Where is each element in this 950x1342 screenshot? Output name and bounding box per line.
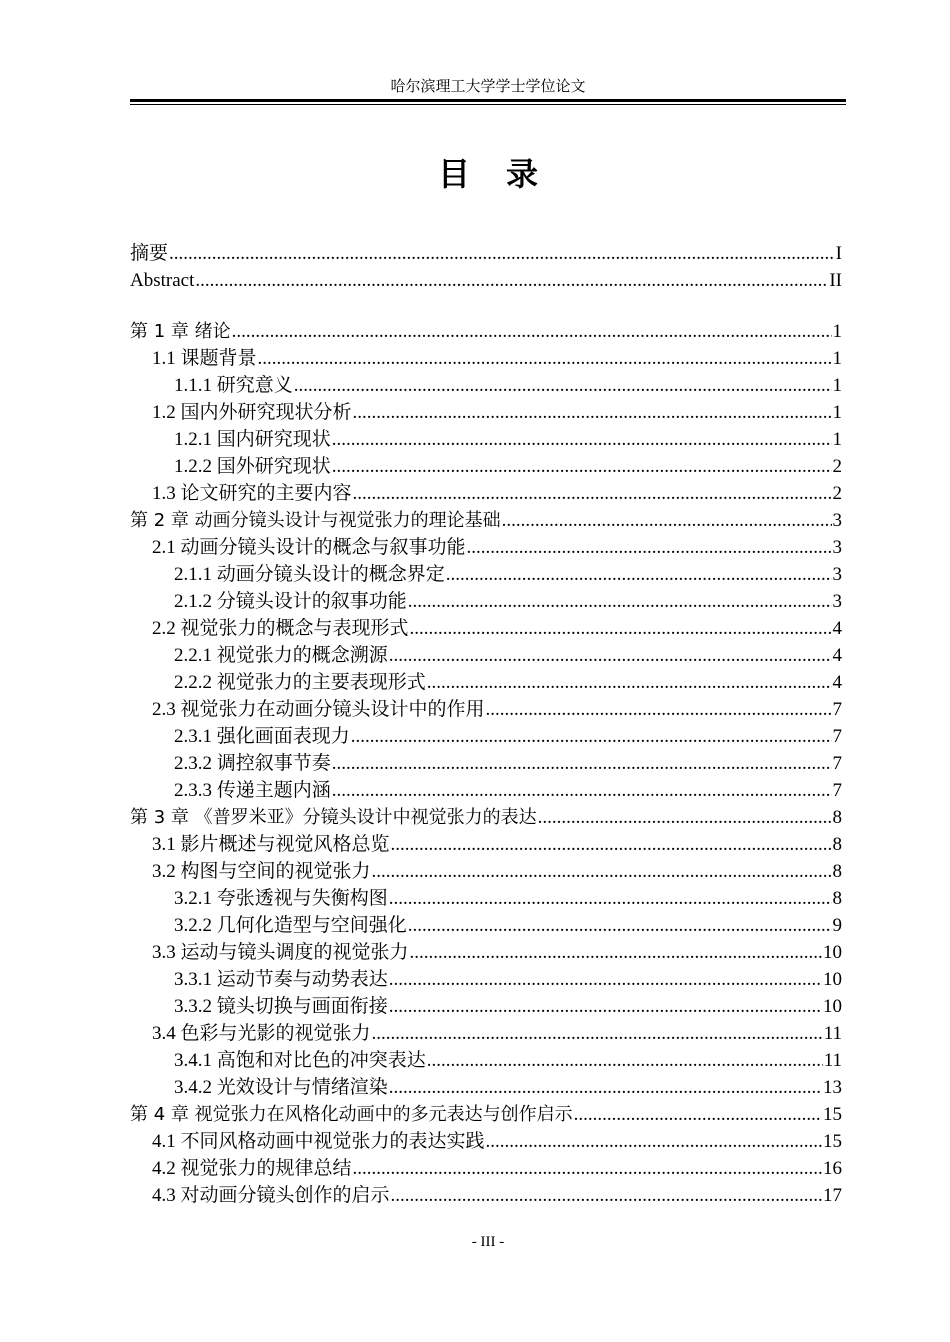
toc-dot-leader [408,588,832,615]
toc-entry[interactable] [130,750,842,777]
toc-entry-label: 3.1 影片概述与视觉风格总览 [152,834,390,855]
toc-entry-label: 2.1 动画分镜头设计的概念与叙事功能 [152,537,466,558]
toc-entry-page: 16 [823,1158,842,1179]
toc-entry-page: 3 [832,591,842,612]
toc-entry[interactable] [130,1074,842,1101]
toc-entry-page: 11 [823,1023,842,1044]
toc-entry[interactable] [130,240,842,267]
toc-entry[interactable] [130,318,842,345]
toc-entry-page: II [829,270,842,291]
toc-dot-leader [389,1074,822,1101]
toc-entry-label: 1.2 国内外研究现状分析 [152,402,352,423]
toc-dot-leader [353,1155,822,1182]
toc-entry-label: 2.1.2 分镜头设计的叙事功能 [174,591,407,612]
toc-entry-page: 8 [832,807,842,828]
toc-entry-page: 4 [832,645,842,666]
toc-dot-leader [427,669,832,696]
toc-entry[interactable] [130,372,842,399]
toc-entry[interactable] [130,777,842,804]
toc-entry-label: 3.3 运动与镜头调度的视觉张力 [152,942,409,963]
toc-entry-page: 15 [823,1131,842,1152]
toc-entry-page: 2 [832,456,842,477]
toc-entry-page: 1 [832,375,842,396]
toc-entry[interactable] [130,426,842,453]
header-rule-thin [130,104,846,105]
toc-entry-page: 1 [832,348,842,369]
toc-entry-label: Abstract [130,270,195,291]
toc-entry-label: 3.2.2 几何化造型与空间强化 [174,915,407,936]
toc-entry-page: 11 [823,1050,842,1071]
toc-entry[interactable] [130,966,842,993]
toc-entry-page: 17 [823,1185,842,1206]
toc-entry[interactable] [130,588,842,615]
toc-entry[interactable] [130,267,842,294]
toc-entry[interactable] [130,1020,842,1047]
toc-entry-page: 7 [832,726,842,747]
toc-entry[interactable] [130,993,842,1020]
toc-dot-leader [389,966,822,993]
toc-entry-label: 2.2.2 视觉张力的主要表现形式 [174,672,426,693]
toc-dot-leader [574,1101,822,1128]
toc-entry-page: 8 [832,861,842,882]
toc-entry-label: 1.3 论文研究的主要内容 [152,483,352,504]
toc-dot-leader [195,267,828,294]
toc-dot-leader [353,399,832,426]
toc-entry-label: 3.4.1 高饱和对比色的冲突表达 [174,1050,426,1071]
running-header: 哈尔滨理工大学学士学位论文 [390,79,586,95]
toc-entry-page: 4 [832,672,842,693]
toc-dot-leader [538,804,832,831]
toc-entry-label: 3.4.2 光效设计与情绪渲染 [174,1077,388,1098]
toc-entry-page: 4 [832,618,842,639]
toc-dot-leader [467,534,832,561]
toc-dot-leader [294,372,832,399]
toc-entry-label: 2.2.1 视觉张力的概念溯源 [174,645,388,666]
toc-entry[interactable] [130,1182,842,1209]
toc-entry-label: 3.3.2 镜头切换与画面衔接 [174,996,388,1017]
toc-entry-label: 摘要 [130,243,169,264]
toc-entry-page: 1 [832,321,842,342]
toc-entry-label: 4.3 对动画分镜头创作的启示 [152,1185,390,1206]
toc-dot-leader [258,345,832,372]
page-title: 目录 [437,155,574,193]
toc-entry-page: 10 [823,942,842,963]
toc-dot-leader [351,723,832,750]
toc-entry[interactable] [130,1128,842,1155]
toc-entry-page: 3 [832,537,842,558]
toc-entry[interactable] [130,534,842,561]
toc-entry[interactable] [130,453,842,480]
toc-entry-page: 7 [832,780,842,801]
toc-dot-leader [332,750,832,777]
toc-dot-leader [410,939,822,966]
toc-entry-page: 9 [832,915,842,936]
toc-entry-page: 15 [823,1104,842,1125]
toc-entry[interactable] [130,885,842,912]
toc-entry[interactable] [130,1101,842,1128]
toc-entry-label: 3.2 构图与空间的视觉张力 [152,861,371,882]
toc-entry[interactable] [130,831,842,858]
toc-entry-page: 1 [832,402,842,423]
toc-entry[interactable] [130,1155,842,1182]
toc-dot-leader [389,642,832,669]
toc-entry-page: 1 [832,429,842,450]
toc-dot-leader [408,912,832,939]
toc-entry[interactable] [130,561,842,588]
toc-entry[interactable] [130,507,842,534]
toc-entry-label: 2.3 视觉张力在动画分镜头设计中的作用 [152,699,485,720]
toc-entry-page: 3 [832,510,842,531]
toc-entry-label: 3.2.1 夸张透视与失衡构图 [174,888,388,909]
toc-entry[interactable] [130,399,842,426]
toc-dot-leader [391,1182,822,1209]
toc-entry-label: 第 2 章 动画分镜头设计与视觉张力的理论基础 [130,510,501,531]
toc-entry-label: 4.1 不同风格动画中视觉张力的表达实践 [152,1131,485,1152]
toc-dot-leader [486,1128,822,1155]
toc-dot-leader [232,318,832,345]
toc-dot-leader [332,453,832,480]
table-of-contents [130,240,842,1209]
toc-entry-label: 3.3.1 运动节奏与动势表达 [174,969,388,990]
toc-entry-label: 3.4 色彩与光影的视觉张力 [152,1023,371,1044]
toc-entry[interactable] [130,804,842,831]
toc-entry-label: 1.2.2 国外研究现状 [174,456,331,477]
toc-entry-label: 第 3 章 《普罗米亚》分镜头设计中视觉张力的表达 [130,807,537,828]
toc-entry-page: 8 [832,888,842,909]
toc-entry-label: 1.1 课题背景 [152,348,257,369]
toc-entry-label: 2.1.1 动画分镜头设计的概念界定 [174,564,445,585]
toc-entry-page: 3 [832,564,842,585]
toc-entry[interactable] [130,345,842,372]
toc-entry-page: 10 [823,996,842,1017]
toc-dot-leader [372,1020,823,1047]
toc-dot-leader [389,885,832,912]
toc-dot-leader [427,1047,823,1074]
toc-entry-page: 7 [832,753,842,774]
toc-entry-label: 第 1 章 绪论 [130,321,231,342]
toc-entry[interactable] [130,615,842,642]
toc-entry[interactable] [130,858,842,885]
toc-entry-page: 8 [832,834,842,855]
toc-entry-label: 2.2 视觉张力的概念与表现形式 [152,618,409,639]
toc-entry-page: 7 [832,699,842,720]
toc-dot-leader [169,240,835,267]
toc-entry[interactable] [130,912,842,939]
toc-entry-page: 10 [823,969,842,990]
toc-entry-page: 2 [832,483,842,504]
toc-entry-label: 1.1.1 研究意义 [174,375,293,396]
toc-dot-leader [486,696,832,723]
toc-entry[interactable] [130,480,842,507]
toc-entry[interactable] [130,723,842,750]
toc-dot-leader [332,777,832,804]
toc-dot-leader [446,561,832,588]
page-number: - III - [471,1234,505,1250]
toc-entry[interactable] [130,939,842,966]
toc-entry-label: 4.2 视觉张力的规律总结 [152,1158,352,1179]
toc-dot-leader [353,480,832,507]
toc-entry-page: I [835,243,842,264]
toc-dot-leader [372,858,832,885]
header-rule-thick [130,99,846,102]
toc-entry[interactable] [130,642,842,669]
toc-dot-leader [410,615,832,642]
toc-dot-leader [389,993,822,1020]
toc-dot-leader [391,831,832,858]
toc-entry[interactable] [130,669,842,696]
toc-entry-label: 2.3.3 传递主题内涵 [174,780,331,801]
toc-entry-label: 2.3.2 调控叙事节奏 [174,753,331,774]
toc-entry-label: 1.2.1 国内研究现状 [174,429,331,450]
toc-entry[interactable] [130,696,842,723]
toc-entry[interactable] [130,1047,842,1074]
toc-entry-label: 第 4 章 视觉张力在风格化动画中的多元表达与创作启示 [130,1104,573,1125]
toc-entry-label: 2.3.1 强化画面表现力 [174,726,350,747]
toc-dot-leader [332,426,832,453]
toc-entry-page: 13 [823,1077,842,1098]
toc-dot-leader [502,507,832,534]
